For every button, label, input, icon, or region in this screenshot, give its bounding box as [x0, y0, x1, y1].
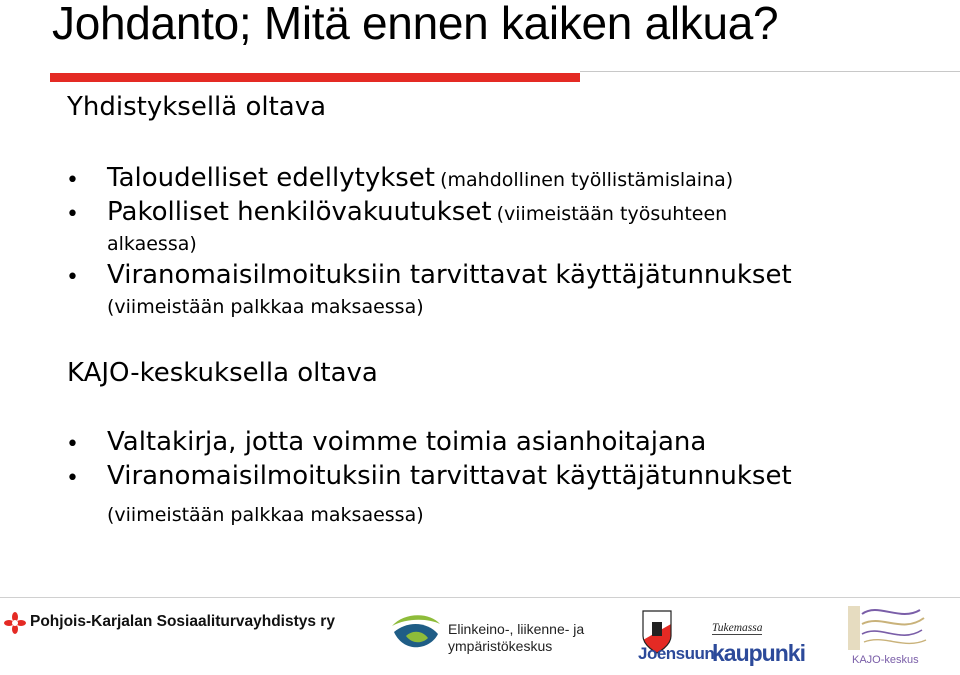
- kajo-emblem-icon: [844, 600, 944, 652]
- item-note: (viimeistään palkkaa maksaessa): [107, 296, 424, 318]
- item-main: Pakolliset henkilövakuutukset: [107, 197, 492, 227]
- item-note: (viimeistään palkkaa maksaessa): [107, 504, 424, 526]
- item-main: Taloudelliset edellytykset: [107, 163, 435, 193]
- bullet: •: [66, 432, 79, 457]
- item-main: Viranomaisilmoituksiin tarvittavat käyttäjätunnukset: [107, 461, 792, 491]
- slide-title: Johdanto; Mitä ennen kaiken alkua?: [52, 0, 779, 49]
- section-heading-yhdistys: Yhdistyksellä oltava: [67, 92, 327, 122]
- bullet: •: [66, 168, 79, 193]
- logo-joensuu-text-a: Joensuun: [638, 644, 715, 663]
- logo-ely-line2: ympäristökeskus: [448, 638, 553, 654]
- list-item: [107, 163, 733, 193]
- logo-joensuu-text-b: kaupunki: [712, 640, 805, 666]
- logo-kajo: [838, 600, 948, 670]
- item-note: (mahdollinen työllistämislaina): [440, 169, 734, 191]
- ely-emblem-icon: [390, 610, 442, 658]
- logo-joensuu-tag: Tukemassa: [712, 622, 763, 634]
- title-underline-grey: [580, 71, 960, 72]
- logo-ely: [390, 610, 605, 660]
- list-item: [107, 197, 727, 227]
- bullet: •: [66, 202, 79, 227]
- item-note: (viimeistään työsuhteen: [496, 203, 728, 225]
- logo-ely-line1: Elinkeino-, liikenne- ja: [448, 621, 585, 637]
- section-heading-kajo: KAJO-keskuksella oltava: [67, 358, 378, 388]
- item-main: Viranomaisilmoituksiin tarvittavat käyttäjätunnukset: [107, 260, 792, 290]
- logo-pkss: [4, 612, 334, 636]
- logo-kajo-text: KAJO-keskus: [852, 654, 919, 666]
- star-icon: [4, 612, 26, 634]
- bullet: •: [66, 466, 79, 491]
- title-underline-red: [50, 73, 580, 82]
- item-note-continuation: alkaessa): [107, 233, 197, 255]
- logo-pkss-text: Pohjois-Karjalan Sosiaaliturvayhdistys ry: [30, 613, 335, 630]
- logo-joensuu: [638, 610, 805, 672]
- footer-divider: [0, 597, 960, 598]
- item-main: Valtakirja, jotta voimme toimia asianhoitajana: [107, 427, 707, 457]
- bullet: •: [66, 265, 79, 290]
